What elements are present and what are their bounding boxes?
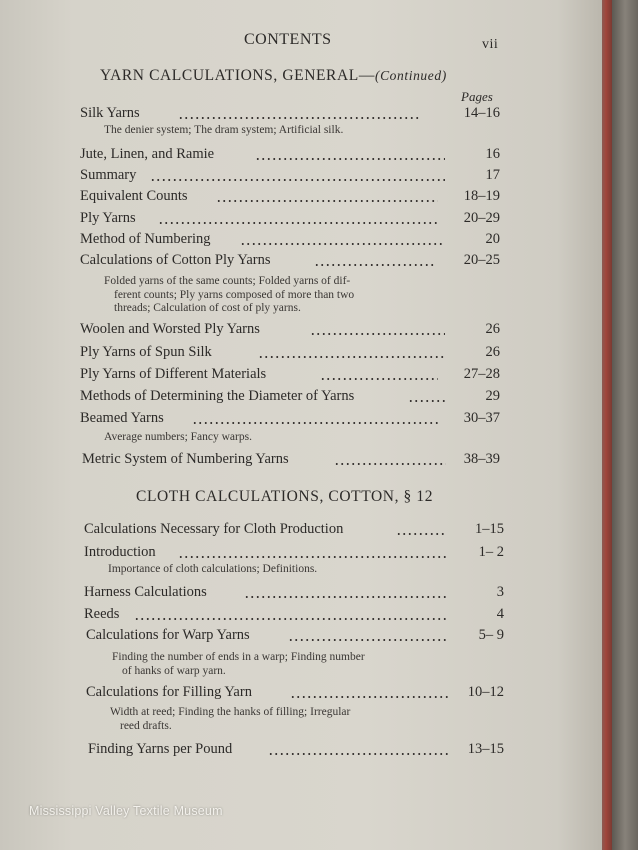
toc-entry-pages: 1–15 — [475, 521, 504, 537]
toc-entry[interactable] — [84, 544, 504, 562]
dot-leader — [290, 696, 448, 698]
toc-entry-pages: 4 — [496, 606, 504, 622]
toc-entry[interactable] — [80, 167, 500, 185]
toc-entry[interactable] — [84, 606, 504, 624]
dot-leader — [240, 243, 445, 245]
book-cover — [612, 0, 638, 850]
dot-leader — [192, 422, 438, 424]
toc-entry-pages: 27–28 — [463, 366, 500, 382]
toc-entry-title: Woolen and Worsted Ply Yarns — [80, 321, 260, 337]
toc-entry[interactable] — [80, 410, 500, 428]
subtopic-line: reed drafts. — [120, 719, 172, 732]
toc-entry-pages: 17 — [485, 167, 500, 183]
toc-entry-subtopics: The denier system; The dram system; Artificial silk. — [104, 124, 344, 136]
dot-leader — [258, 356, 444, 358]
toc-entry[interactable] — [80, 231, 500, 249]
toc-entry-pages: 13–15 — [467, 741, 504, 757]
dot-leader — [334, 463, 446, 465]
toc-entry-title: Silk Yarns — [80, 105, 140, 121]
toc-entry-pages: 3 — [496, 584, 504, 600]
toc-entry-pages: 26 — [485, 344, 500, 360]
dot-leader — [268, 753, 448, 755]
section-heading-yarn — [100, 67, 447, 85]
toc-entry-subtopics — [112, 651, 365, 678]
dot-leader — [178, 556, 448, 558]
subtopic-line: Folded yarns of the same counts; Folded yarns of dif- — [104, 275, 351, 287]
toc-entry-pages: 30–37 — [463, 410, 500, 426]
toc-entry-pages: 14–16 — [463, 105, 500, 121]
section-heading-yarn-title: YARN CALCULATIONS, GENERAL— — [100, 67, 375, 84]
dot-leader — [244, 596, 446, 598]
watermark: Mississippi Valley Textile Museum — [29, 804, 223, 818]
toc-entry-title: Finding Yarns per Pound — [88, 741, 233, 757]
dot-leader — [134, 618, 446, 620]
toc-entry[interactable] — [80, 366, 500, 384]
toc-entry-pages: 1– 2 — [478, 544, 504, 560]
toc-entry[interactable] — [80, 344, 500, 362]
toc-entry-pages: 38–39 — [463, 451, 500, 467]
toc-entry[interactable] — [80, 252, 500, 270]
toc-entry[interactable] — [82, 451, 500, 469]
toc-entry-title: Equivalent Counts — [80, 188, 188, 204]
dot-leader — [216, 200, 438, 202]
toc-entry-pages: 16 — [485, 146, 500, 162]
toc-entry-pages: 20–29 — [463, 210, 500, 226]
toc-entry[interactable] — [80, 210, 500, 228]
dot-leader — [255, 158, 445, 160]
toc-entry[interactable] — [86, 627, 504, 645]
toc-entry-title: Introduction — [84, 544, 156, 560]
pages-column-label: Pages — [461, 89, 493, 104]
dot-leader — [288, 639, 448, 641]
toc-entry-pages: 29 — [485, 388, 500, 404]
toc-entry-subtopics: Importance of cloth calculations; Definitions. — [108, 563, 318, 575]
subtopic-line: ferent counts; Ply yarns composed of more than two — [114, 288, 355, 301]
toc-entry-subtopics — [104, 275, 354, 316]
subtopic-line: Finding the number of ends in a warp; Finding number — [112, 651, 365, 663]
toc-entry-title: Ply Yarns of Spun Silk — [80, 344, 212, 360]
toc-entry-pages: 18–19 — [463, 188, 500, 204]
toc-entry[interactable] — [88, 741, 504, 759]
toc-entry-pages: 5– 9 — [478, 627, 504, 643]
toc-entry[interactable] — [80, 188, 500, 206]
toc-entry-title: Jute, Linen, and Ramie — [80, 146, 215, 162]
toc-entry-pages: 20 — [485, 231, 500, 247]
toc-entry-pages: 20–25 — [463, 252, 500, 268]
toc-entry-title: Calculations for Warp Yarns — [86, 627, 250, 643]
toc-entry-title: Calculations of Cotton Ply Yarns — [80, 252, 271, 268]
toc-entry-title: Calculations Necessary for Cloth Production — [84, 521, 344, 537]
page-title: CONTENTS — [244, 31, 332, 48]
toc-entry-title: Methods of Determining the Diameter of Yarns — [80, 388, 355, 404]
subtopic-line: Width at reed; Finding the hanks of filling; Irregular — [110, 706, 351, 718]
toc-entry-subtopics — [110, 706, 350, 733]
dot-leader — [310, 333, 445, 335]
toc-entry[interactable] — [84, 584, 504, 602]
toc-entry-pages: 10–12 — [467, 684, 504, 700]
toc-entry-title: Reeds — [84, 606, 120, 622]
toc-entry[interactable] — [84, 521, 504, 539]
toc-entry[interactable] — [86, 684, 504, 702]
dot-leader — [320, 378, 438, 380]
page-number: vii — [482, 37, 499, 52]
toc-entry-title: Ply Yarns — [80, 210, 136, 226]
dot-leader — [150, 179, 445, 181]
section-heading-cloth: CLOTH CALCULATIONS, COTTON, § 12 — [136, 488, 434, 505]
toc-entry-title: Calculations for Filling Yarn — [86, 684, 252, 700]
dot-leader — [396, 533, 446, 535]
book-edge — [602, 0, 612, 850]
dot-leader — [178, 117, 420, 119]
dot-leader — [314, 264, 436, 266]
toc-entry-pages: 26 — [485, 321, 500, 337]
subtopic-line: threads; Calculation of cost of ply yarns. — [114, 302, 301, 314]
toc-entry[interactable] — [80, 105, 500, 123]
toc-entry[interactable] — [80, 321, 500, 339]
toc-entry-title: Metric System of Numbering Yarns — [82, 451, 289, 467]
dot-leader — [158, 222, 438, 224]
toc-entry-title: Harness Calculations — [84, 584, 207, 600]
continued-label: (Continued) — [374, 68, 447, 83]
toc-entry[interactable] — [80, 146, 500, 164]
toc-entry-title: Summary — [80, 167, 137, 183]
toc-entry[interactable] — [80, 388, 500, 406]
toc-entry-title: Beamed Yarns — [80, 410, 164, 426]
toc-entry-title: Ply Yarns of Different Materials — [80, 366, 267, 382]
toc-entry-subtopics: Average numbers; Fancy warps. — [104, 431, 252, 443]
toc-entry-title: Method of Numbering — [80, 231, 211, 247]
subtopic-line: of hanks of warp yarn. — [122, 664, 226, 677]
